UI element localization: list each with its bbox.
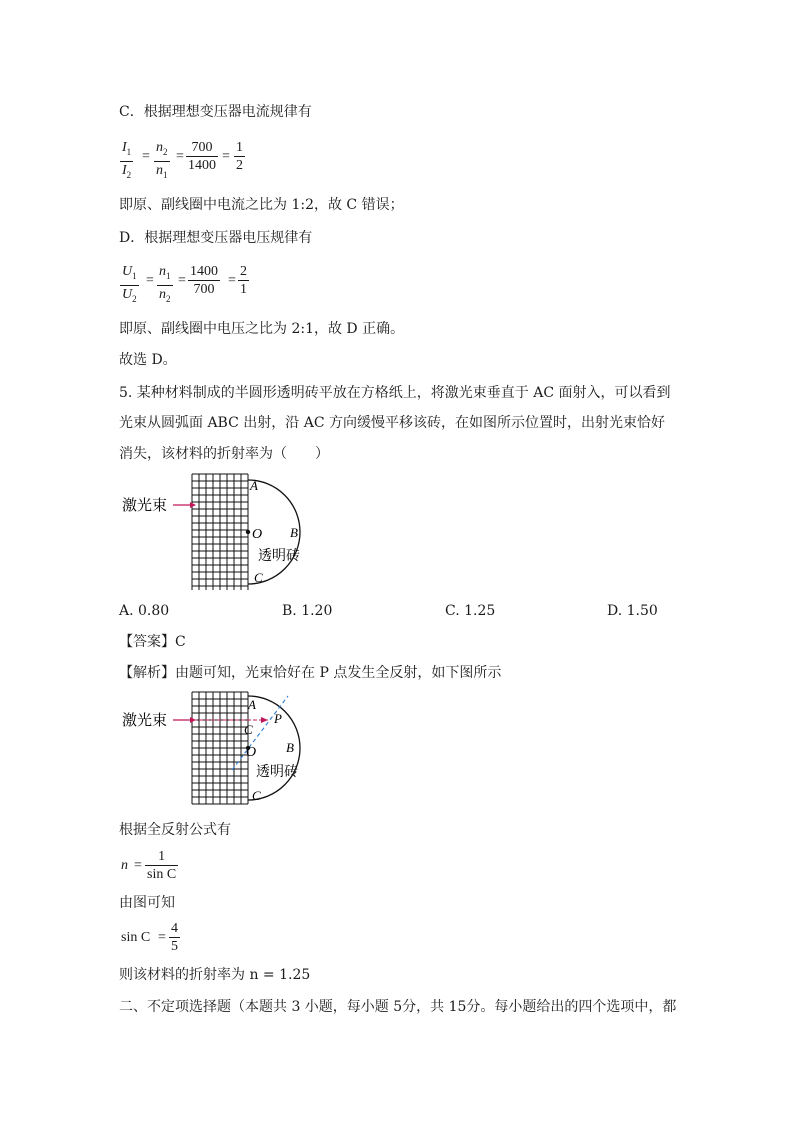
fraction-u1-u2: $\frac{U_1}{U_2}$ xyxy=(120,263,139,308)
laser-label: 激光束 xyxy=(122,713,168,729)
question-5-line-1: 5. 某种材料制成的半圆形透明砖平放在方格纸上，将激光束垂直于 AC 面射入，可以看到 xyxy=(119,385,671,401)
point-c-label: C xyxy=(254,570,263,585)
brick-label: 透明砖 xyxy=(258,549,300,564)
point-o-label: O xyxy=(246,745,257,760)
point-c-label: C xyxy=(252,788,261,803)
figure-semicircle-brick xyxy=(118,470,318,595)
option-d[interactable]: D. 1.50 xyxy=(607,603,658,619)
fraction-1-sinc: $\frac{1}{\text{sin C}}$ xyxy=(147,849,177,882)
question-5-line-3: 消失，该材料的折射率为（ ） xyxy=(119,446,329,462)
point-b-label: B xyxy=(286,740,294,755)
analysis-text: 【解析】由题可知，光束恰好在 P 点发生全反射，如下图所示 xyxy=(119,665,502,681)
point-b-label: B xyxy=(290,525,298,540)
current-ratio-conclusion: 即原、副线圈中电流之比为 1:2，故 C 错误； xyxy=(119,197,404,213)
fraction-1-2: $\frac{1}{2}$ xyxy=(236,140,243,173)
option-c[interactable]: C. 1.25 xyxy=(445,603,496,619)
fraction-700-1400: $\frac{700}{1400}$ xyxy=(188,140,216,173)
formula-intro: 根据全反射公式有 xyxy=(119,822,231,838)
fraction-4-5: $\frac{4}{5}$ xyxy=(171,921,178,954)
fraction-2-1: $\frac{2}{1}$ xyxy=(240,264,247,297)
answer-choice-d: 故选 D。 xyxy=(119,352,177,368)
point-a-label: A xyxy=(248,697,256,712)
option-c-analysis: C．根据理想变压器电流规律有 xyxy=(119,104,312,120)
laser-label: 激光束 xyxy=(122,498,168,514)
laser-arrowhead xyxy=(190,502,196,508)
center-o-dot xyxy=(246,530,250,534)
option-a[interactable]: A. 0.80 xyxy=(119,603,170,619)
option-b[interactable]: B. 1.20 xyxy=(282,603,333,619)
point-o-label: O xyxy=(252,527,263,542)
brick-label: 透明砖 xyxy=(256,765,298,780)
voltage-ratio-conclusion: 即原、副线圈中电压之比为 2:1，故 D 正确。 xyxy=(119,321,405,337)
laser-path-arrowhead xyxy=(261,717,268,723)
figure-total-reflection xyxy=(118,690,318,812)
fraction-n1-n2: $\frac{n_1}{n_2}$ xyxy=(157,263,173,308)
question-5-line-2: 光束从圆弧面 ABC 出射，沿 AC 方向缓慢平移该砖，在如图所示位置时，出射光束恰好 xyxy=(119,415,665,431)
answer-label: 【答案】C xyxy=(119,634,186,650)
option-d-analysis: D．根据理想变压器电压规律有 xyxy=(119,230,313,246)
result-refractive-index: 则该材料的折射率为 n = 1.25 xyxy=(119,967,311,983)
fraction-i1-i2: $\frac{I_1}{I_2}$ xyxy=(120,139,133,184)
point-a-label: A xyxy=(250,478,258,493)
fraction-n2-n1: $\frac{n_2}{n_1}$ xyxy=(154,139,170,184)
fraction-1400-700: $\frac{1400}{700}$ xyxy=(190,264,218,297)
normal-line xyxy=(232,696,288,770)
point-p-label: P xyxy=(274,711,282,726)
from-figure: 由图可知 xyxy=(119,895,175,911)
angle-c-label: C xyxy=(244,722,253,737)
section-2-header: 二、不定项选择题（本题共 3 小题，每小题 5分，共 15分。每小题给出的四个选项中，都 xyxy=(119,999,677,1015)
